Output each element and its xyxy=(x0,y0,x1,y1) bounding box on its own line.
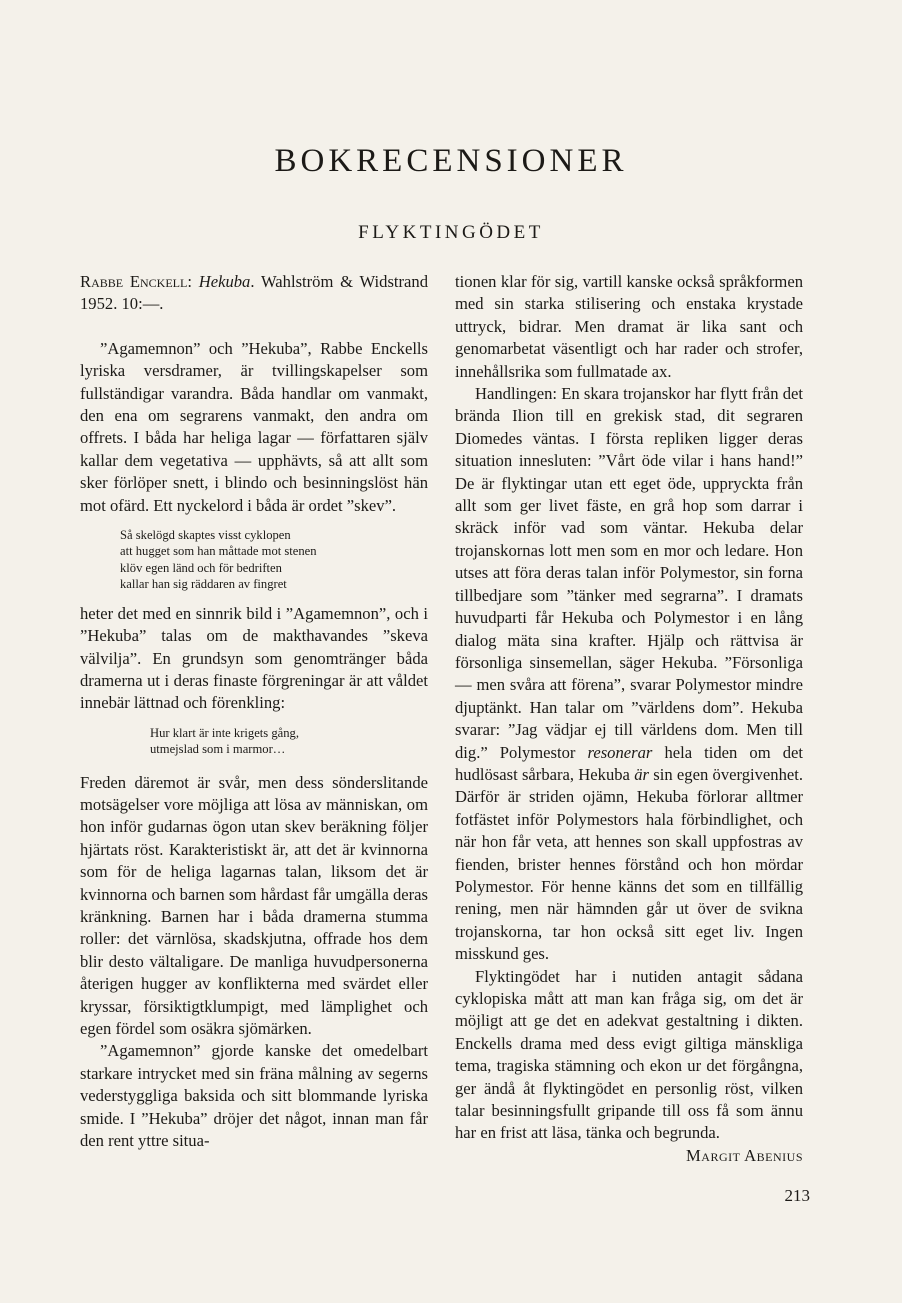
citation-details: . Wahlström & Widstrand 1952. 10:—. xyxy=(80,272,429,314)
poem-line: att hugget som han måttade mot stenen xyxy=(120,544,317,559)
left-column xyxy=(80,271,428,1152)
citation-author: Rabbe Enckell xyxy=(80,272,188,291)
emphasis: resonerar xyxy=(587,742,653,762)
citation: Rabbe Enckell: Hekuba. Wahlström & Widstrand 1952. 10:—. xyxy=(80,272,429,314)
paragraph: tionen klar för sig, vartill kanske också språkformen med sin starka stilisering och enstaka krystade uttryck, bidrar. Men dramat är lika sant och genomarbetat väsentligt och har rader och strofer, innehållsrika som fullmatade ax. xyxy=(455,272,803,381)
paragraph-text: hela tiden om det hudlösast sårbara, Hekuba xyxy=(455,742,803,784)
paragraph: Freden däremot är svår, men dess sönderslitande motsägelser vore möjliga att lösa av människan, om hon inför gudarnas ögon utan skev beräkning följer hjärtats röst. Karakteristiskt är, att det är kvinnorna som för de heliga lagarnas talan, liksom det är kvinnorna och barnen som hårdast får umgälla deras kränkning. Barnen har i båda dramerna stumma roller: det värnlösa, skadskjutna, offrade hos dem blir desto vältaligare. De manliga huvudpersonerna återigen hugger av konflikterna med svärdet eller kryssar, försiktigtklumpigt, med lämplighet och egen fördel som osäkra sjömärken. xyxy=(80,772,428,1038)
right-column xyxy=(455,271,803,1167)
paragraph: Flyktingödet har i nutiden antagit sådana cyklopiska mått att man kan fråga sig, om det är möjligt att ge det en adekvat gestaltning i dikten. Enckells drama med dess evigt giltiga mänskliga tema, tragiska stämning och ekon ur det förgångna, ger ändå åt flyktingödet en personlig röst, vilken talar besinningsfullt gripande till oss få som ännu har en frist att läsa, tänka och begrunda. xyxy=(455,966,803,1143)
citation-title: Hekuba xyxy=(198,272,251,291)
poem-line: klöv egen länd och för bedriften xyxy=(120,560,282,575)
paragraph: heter det med en sinnrik bild i ”Agamemnon”, och i ”Hekuba” talas om de makthavandes ”skeva välvilja”. En grundsyn som genomtränger båda dramerna ut i deras finaste förgreningar är att våldet innebär lättnad och förenkling: xyxy=(80,603,428,713)
emphasis: är xyxy=(634,764,649,784)
poem-line: kallar han sig räddaren av fingret xyxy=(120,577,287,592)
page-number: 213 xyxy=(784,1186,810,1205)
paragraph xyxy=(455,383,803,966)
reviewer-signature: Margit Abenius xyxy=(686,1145,803,1165)
paragraph: ”Agamemnon” och ”Hekuba”, Rabbe Enckells lyriska versdramer, är tvillingskapelser som fullständigar varandra. Båda handlar om vanmakt, den ena om segrarens vanmakt, den andra om offrets. I båda har heliga lagar — författaren själv kallar dem vegetativa — upphävts, så att allt som sker förlöper snett, i blindo och besinningslöst hän mot ofärd. Ett nyckelord i båda är ordet ”skev”. xyxy=(80,338,428,515)
paragraph-text: sin egen övergivenhet. Därför är striden ojämn, Hekuba förlorar alltmer fotfästet inför Polymestors hala förbindlighet, och när hon får veta, att hennes son skall uppfostras av fienden, brister hennes förstånd och hon mördar Polymestor. För henne känns det som en tillfällig rening, men när hämnden går ut över de svikna trojanskorna, tar hon också sitt eget liv. Ingen misskund ges. xyxy=(455,764,804,964)
poem-quote xyxy=(150,725,428,758)
poem-quote xyxy=(120,527,428,593)
poem-line: utmejslad som i marmor… xyxy=(150,742,286,757)
paragraph: ”Agamemnon” gjorde kanske det omedelbart starkare intrycket med sin fräna målning av segerns vederstyggliga baksida och sitt blommande lyriska smide. I ”Hekuba” dröjer det något, innan man får den rent yttre situa- xyxy=(80,1041,428,1151)
section-title: BOKRECENSIONER xyxy=(274,143,628,179)
poem-line: Så skelögd skaptes visst cyklopen xyxy=(120,528,291,543)
paragraph-text: Handlingen: En skara trojanskor har flytt från det brända Ilion till en grekisk stad, dit segraren Diomedes väntas. I första repliken ligger deras situation innesluten: ”Vårt öde vilar i hans hand!” De är flyktingar utan ett eget öde, uppryckta från allt som ger livet fäste, en grå hop som darrar i skräck inför vad som väntar. Hekuba delar trojanskornas lott men som en mor och ledare. Hon utses att föra deras talan inför Polymestor, sin forna tillbedjare som ”tänker med segrarna”. I dramats huvudparti får Hekuba och Polymestor i en lång dialog mäta sina krafter. Hjälp och rättvisa är försonliga sinsemellan, säger Hekuba. ”Försonliga — men svåra att förena”, svarar Polymestor mindre djuptänkt. Han talar om ”världens dom”. Hekuba svarar: ”Jag vädjar ej till världens dom. Men till dig.” Polymestor xyxy=(455,384,803,762)
poem-line: Hur klart är inte krigets gång, xyxy=(150,725,299,740)
article-title: FLYKTINGÖDET xyxy=(358,222,544,243)
